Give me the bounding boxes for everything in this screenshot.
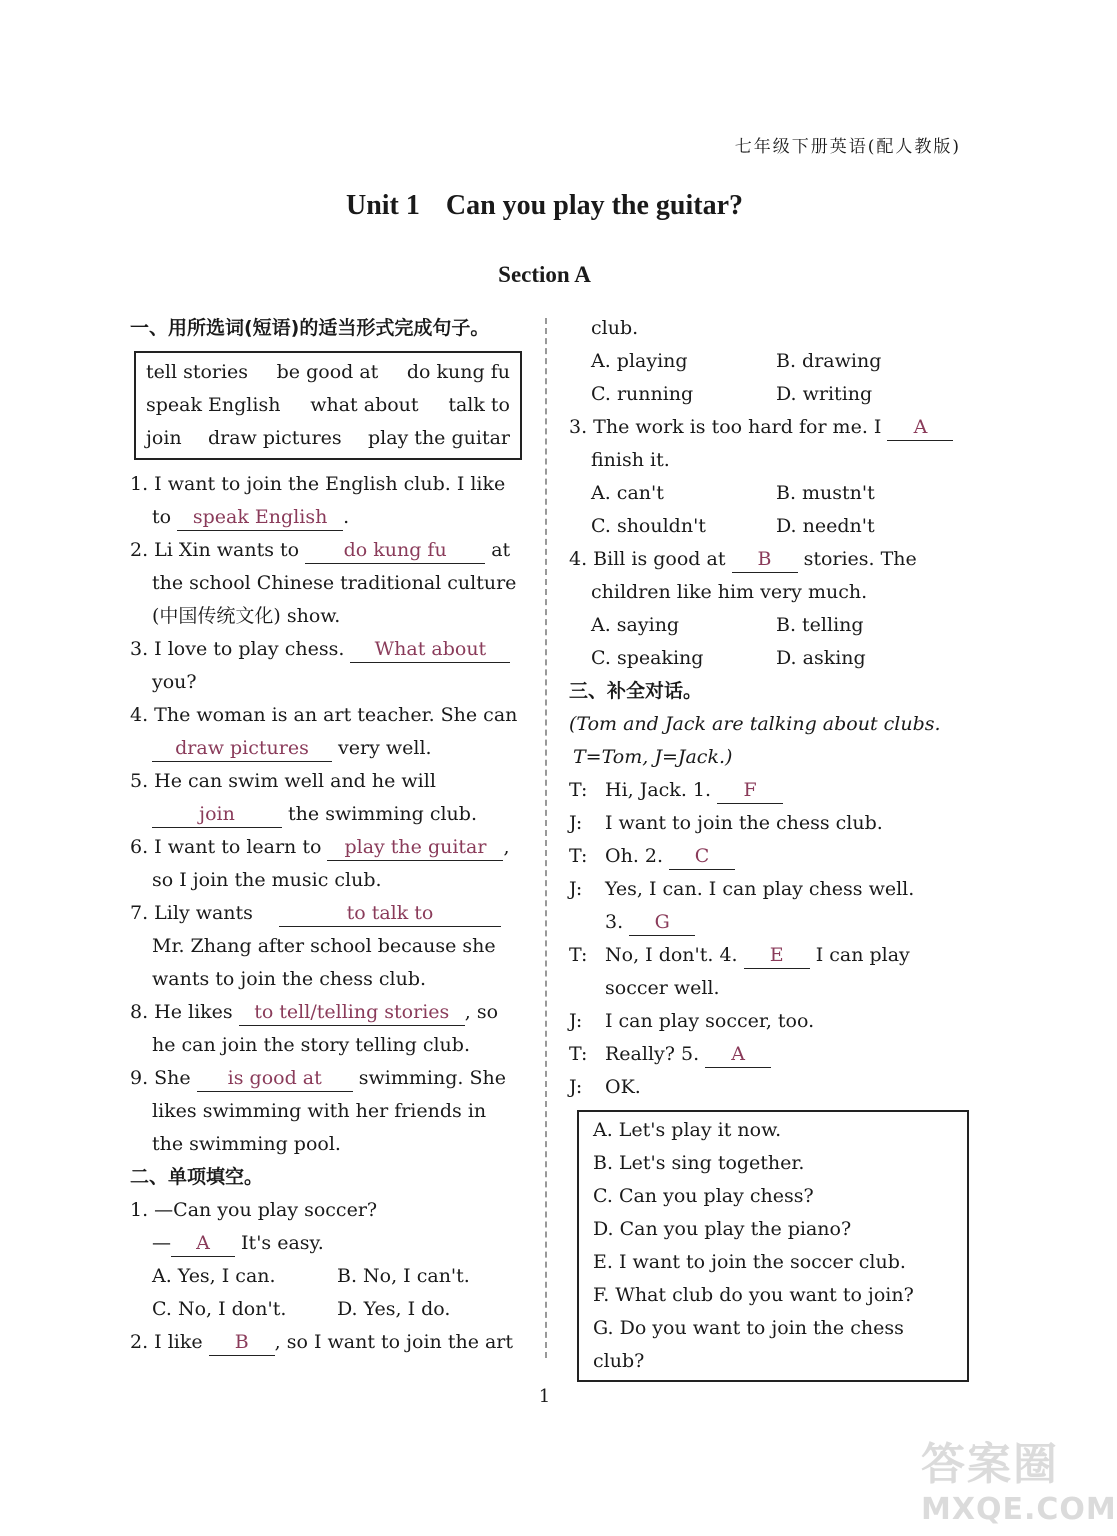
speaker: T: — [569, 944, 588, 966]
answer-blank: join — [152, 801, 282, 828]
options-row — [569, 345, 961, 378]
speaker: J: — [569, 1010, 583, 1032]
option: C. speaking — [591, 647, 704, 669]
answer-blank: F — [717, 777, 783, 804]
option: C. No, I don't. — [152, 1298, 287, 1320]
speaker: T: — [569, 1043, 588, 1065]
answer-blank: A — [887, 414, 953, 441]
speaker: J: — [569, 878, 583, 900]
unit-title — [0, 190, 1089, 222]
word: be good at — [276, 361, 379, 383]
word-bank-row — [146, 356, 510, 389]
word: draw pictures — [207, 427, 342, 449]
dialogue-text: Hi, Jack. 1. — [605, 779, 712, 801]
dialogue-line — [569, 1038, 961, 1071]
book-title: 七年级下册英语(配人教版) — [734, 137, 961, 157]
question-1-8 — [130, 996, 522, 1062]
option: B. telling — [776, 614, 864, 636]
question-text: 8. He likes — [130, 1001, 233, 1023]
question-text: 3. The work is too hard for me. I — [569, 416, 882, 438]
question-text: the swimming pool. — [152, 1133, 341, 1155]
right-column — [569, 312, 961, 1382]
dialogue-text: soccer well. — [605, 977, 720, 999]
answer-blank: do kung fu — [305, 537, 485, 564]
question-text: you? — [152, 671, 197, 693]
page-number: 1 — [538, 1386, 551, 1407]
unit-name: Can you play the guitar? — [445, 190, 744, 221]
options-row — [569, 378, 961, 411]
word: speak English — [146, 394, 281, 416]
watermark-logo — [921, 1428, 1117, 1528]
dialogue-text: I can play — [815, 944, 910, 966]
dialogue-option: B. Let's sing together. — [593, 1152, 805, 1174]
question-text: to — [152, 506, 172, 528]
dialogue-option: C. Can you play chess? — [593, 1185, 814, 1207]
dialogue-line — [569, 873, 961, 939]
answer-blank: B — [732, 546, 798, 573]
option: B. No, I can't. — [337, 1265, 470, 1287]
dialogue-text: Yes, I can. I can play chess well. — [605, 878, 915, 900]
word-bank — [134, 351, 522, 460]
answer-blank: A — [705, 1041, 771, 1068]
dialogue-text: I want to join the chess club. — [605, 812, 883, 834]
part3-heading: 三、补全对话。 — [569, 680, 703, 702]
dialogue-text: I can play soccer, too. — [605, 1010, 815, 1032]
word: tell stories — [146, 361, 249, 383]
answer-blank: G — [629, 909, 695, 936]
question-1-4 — [130, 699, 522, 765]
dialogue-text: No, I don't. 4. — [605, 944, 738, 966]
question-text: wants to join the chess club. — [152, 968, 427, 990]
question-text: 6. I want to learn to — [130, 836, 322, 858]
dialogue-text: OK. — [605, 1076, 641, 1098]
options-row — [569, 510, 961, 543]
options-row — [130, 1260, 522, 1293]
options-row — [569, 477, 961, 510]
question-text: 1. I want to join the English club. I like — [130, 473, 506, 495]
options-row — [130, 1293, 522, 1326]
dialogue-option: G. Do you want to join the chess club? — [593, 1317, 904, 1372]
column-divider — [545, 318, 547, 1358]
question-1-3 — [130, 633, 522, 699]
question-text: club. — [591, 317, 639, 339]
question-text: 7. Lily wants — [130, 902, 253, 924]
question-text: 2. Li Xin wants to — [130, 539, 300, 561]
dialogue-option: A. Let's play it now. — [593, 1119, 782, 1141]
word-bank-row — [146, 422, 510, 455]
dialogue-line — [569, 1005, 961, 1038]
option: D. Yes, I do. — [337, 1298, 451, 1320]
speaker: J: — [569, 1076, 583, 1098]
answer-blank: is good at — [197, 1065, 353, 1092]
question-text: , so I want to join the art — [274, 1331, 514, 1353]
dialogue-option: E. I want to join the soccer club. — [593, 1251, 906, 1273]
question-2-4 — [569, 543, 961, 675]
speaker: T: — [569, 845, 588, 867]
question-text: so I join the music club. — [152, 869, 382, 891]
question-text: the school Chinese traditional culture — [152, 572, 517, 594]
answer-blank: B — [209, 1329, 275, 1356]
dialogue-line — [569, 774, 961, 807]
question-text: at — [491, 539, 511, 561]
question-text: 4. Bill is good at — [569, 548, 726, 570]
answer-blank: play the guitar — [327, 834, 503, 861]
word: talk to — [448, 394, 510, 416]
question-text: likes swimming with her friends in — [152, 1100, 487, 1122]
question-text: — — [152, 1232, 171, 1254]
watermark-url: MXQE.COM — [921, 1492, 1117, 1527]
option: C. running — [591, 383, 694, 405]
answer-blank: draw pictures — [152, 735, 332, 762]
dialogue-options-box — [577, 1110, 969, 1382]
option: A. can't — [591, 482, 664, 504]
dialogue-text: 3. — [605, 911, 624, 933]
option: B. mustn't — [776, 482, 875, 504]
answer-blank: E — [744, 942, 810, 969]
question-text: 4. The woman is an art teacher. She can — [130, 704, 518, 726]
question-1-9 — [130, 1062, 522, 1161]
option: D. writing — [776, 383, 873, 405]
dialogue-option: D. Can you play the piano? — [593, 1218, 852, 1240]
question-1-7 — [130, 897, 522, 996]
question-text: 5. He can swim well and he will — [130, 770, 436, 792]
dialogue-line — [569, 1071, 961, 1104]
answer-blank: speak English — [177, 504, 343, 531]
unit-number: Unit 1 — [345, 190, 420, 221]
question-text: finish it. — [591, 449, 670, 471]
question-text: very well. — [338, 737, 432, 759]
part1-heading: 一、用所选词(短语)的适当形式完成句子。 — [130, 317, 490, 339]
question-1-1 — [130, 468, 522, 534]
answer-blank: C — [669, 843, 735, 870]
question-text: 2. I like — [130, 1331, 203, 1353]
dialogue-intro: T=Tom, J=Jack.) — [573, 746, 733, 768]
word-bank-row — [146, 389, 510, 422]
question-text: Mr. Zhang after school because she — [152, 935, 496, 957]
question-text: , — [503, 836, 510, 858]
section-title: Section A — [498, 262, 591, 287]
dialogue-text: Oh. 2. — [605, 845, 664, 867]
question-text: 1. —Can you play soccer? — [130, 1199, 378, 1221]
question-text: he can join the story telling club. — [152, 1034, 470, 1056]
dialogue-line — [569, 840, 961, 873]
question-1-6 — [130, 831, 522, 897]
question-1-2 — [130, 534, 522, 633]
speaker: J: — [569, 812, 583, 834]
question-text: (中国传统文化) show. — [152, 605, 341, 627]
option: D. asking — [776, 647, 866, 669]
question-text: 9. She — [130, 1067, 191, 1089]
question-text: 3. I love to play chess. — [130, 638, 345, 660]
answer-blank: What about — [350, 636, 510, 663]
option: D. needn't — [776, 515, 875, 537]
option: A. playing — [591, 350, 688, 372]
question-text: It's easy. — [241, 1232, 324, 1254]
dialogue-option: F. What club do you want to join? — [593, 1284, 914, 1306]
question-text: stories. The — [803, 548, 917, 570]
question-text: . — [343, 506, 350, 528]
part2-heading: 二、单项填空。 — [130, 1166, 264, 1188]
options-row — [569, 609, 961, 642]
question-1-5 — [130, 765, 522, 831]
answer-blank: to talk to — [279, 900, 501, 927]
question-text: children like him very much. — [591, 581, 868, 603]
word: what about — [310, 394, 419, 416]
answer-blank: to tell/telling stories — [239, 999, 465, 1026]
answer-blank: A — [171, 1230, 235, 1257]
option: B. drawing — [776, 350, 882, 372]
word: do kung fu — [406, 361, 510, 383]
speaker: T: — [569, 779, 588, 801]
dialogue-line — [569, 939, 961, 1005]
dialogue-line — [569, 807, 961, 840]
options-row — [569, 642, 961, 675]
word: join — [146, 427, 182, 449]
watermark-text: 答案圈 — [921, 1439, 1059, 1490]
question-2-3 — [569, 411, 961, 543]
question-text: the swimming club. — [288, 803, 477, 825]
word: play the guitar — [367, 427, 510, 449]
question-2-2 — [130, 1326, 522, 1359]
question-text: , so — [464, 1001, 499, 1023]
dialogue-text: Really? 5. — [605, 1043, 700, 1065]
option: A. Yes, I can. — [152, 1265, 276, 1287]
question-text: swimming. She — [358, 1067, 506, 1089]
question-2-1 — [130, 1194, 522, 1326]
option: C. shouldn't — [591, 515, 706, 537]
option: A. saying — [591, 614, 680, 636]
dialogue-intro: (Tom and Jack are talking about clubs. — [569, 713, 941, 735]
left-column — [130, 312, 522, 1359]
